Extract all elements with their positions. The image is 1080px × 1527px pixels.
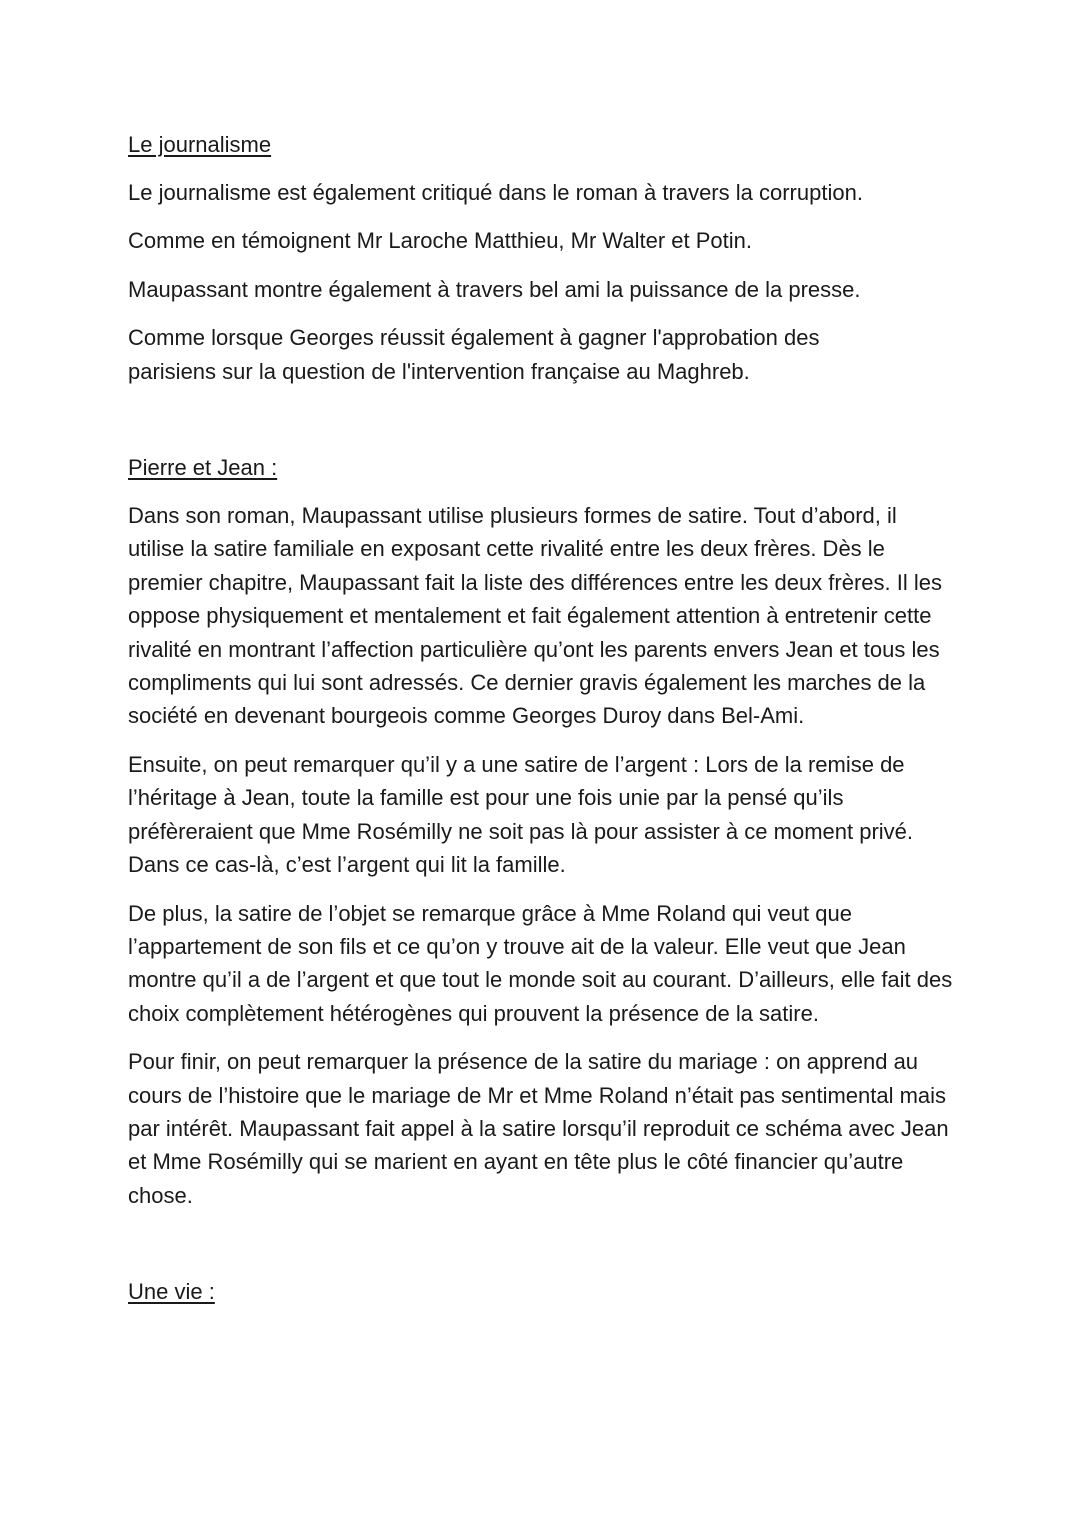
paragraph: Dans son roman, Maupassant utilise plusieurs formes de satire. Tout d’abord, il utilise la satire familiale en exposant cette rivalité entre les deux frères. Dès le premier chapitre, Maupassant fait la liste des différences entre les deux frères. Il les oppose physiquement et mentalement et fait également attention à entretenir cette rivalité en montrant l’affection particulière qu’ont les parents envers Jean et tous les compliments qui lui sont adressés. Ce dernier gravis également les marches de la société en devenant bourgeois comme Georges Duroy dans Bel-Ami. bbox=[128, 503, 942, 729]
paragraph: Comme lorsque Georges réussit également à gagner l'approbation des parisiens sur la question de l'intervention française au Maghreb. bbox=[128, 325, 820, 384]
section-heading-pierre-et-jean: Pierre et Jean : bbox=[128, 455, 278, 481]
paragraph: De plus, la satire de l’objet se remarque grâce à Mme Roland qui veut que l’appartement de son fils et ce qu’on y trouve ait de la valeur. Elle veut que Jean montre qu’il a de l’argent et que tout le monde soit au courant. D’ailleurs, elle fait des choix complètement hétérogènes qui prouvent la présence de la satire. bbox=[128, 900, 953, 1026]
paragraph: Pour finir, on peut remarquer la présence de la satire du mariage : on apprend au cours de l’histoire que le mariage de Mr et Mme Roland n’était pas sentimental mais par intérêt. Maupassant fait appel à la satire lorsqu’il reproduit ce schéma avec Jean et Mme Rosémilly qui se marient en ayant en tête plus le côté financier qu’autre chose. bbox=[128, 1049, 949, 1208]
paragraph: Maupassant montre également à travers bel ami la puissance de la presse. bbox=[128, 276, 861, 302]
section-heading-une-vie: Une vie : bbox=[128, 1279, 215, 1305]
document-body bbox=[128, 128, 958, 1308]
paragraph: Le journalisme est également critiqué dans le roman à travers la corruption. bbox=[128, 180, 863, 205]
paragraph: Ensuite, on peut remarquer qu’il y a une satire de l’argent : Lors de la remise de l’héritage à Jean, toute la famille est pour une fois unie par la pensé qu’ils préfèreraient que Mme Rosémilly ne soit pas là pour assister à ce moment privé. Dans ce cas-là, c’est l’argent qui lit la famille. bbox=[128, 751, 914, 878]
paragraph: Comme en témoignent Mr Laroche Matthieu, Mr Walter et Potin. bbox=[128, 228, 752, 254]
section-heading-journalisme: Le journalisme bbox=[128, 132, 272, 157]
